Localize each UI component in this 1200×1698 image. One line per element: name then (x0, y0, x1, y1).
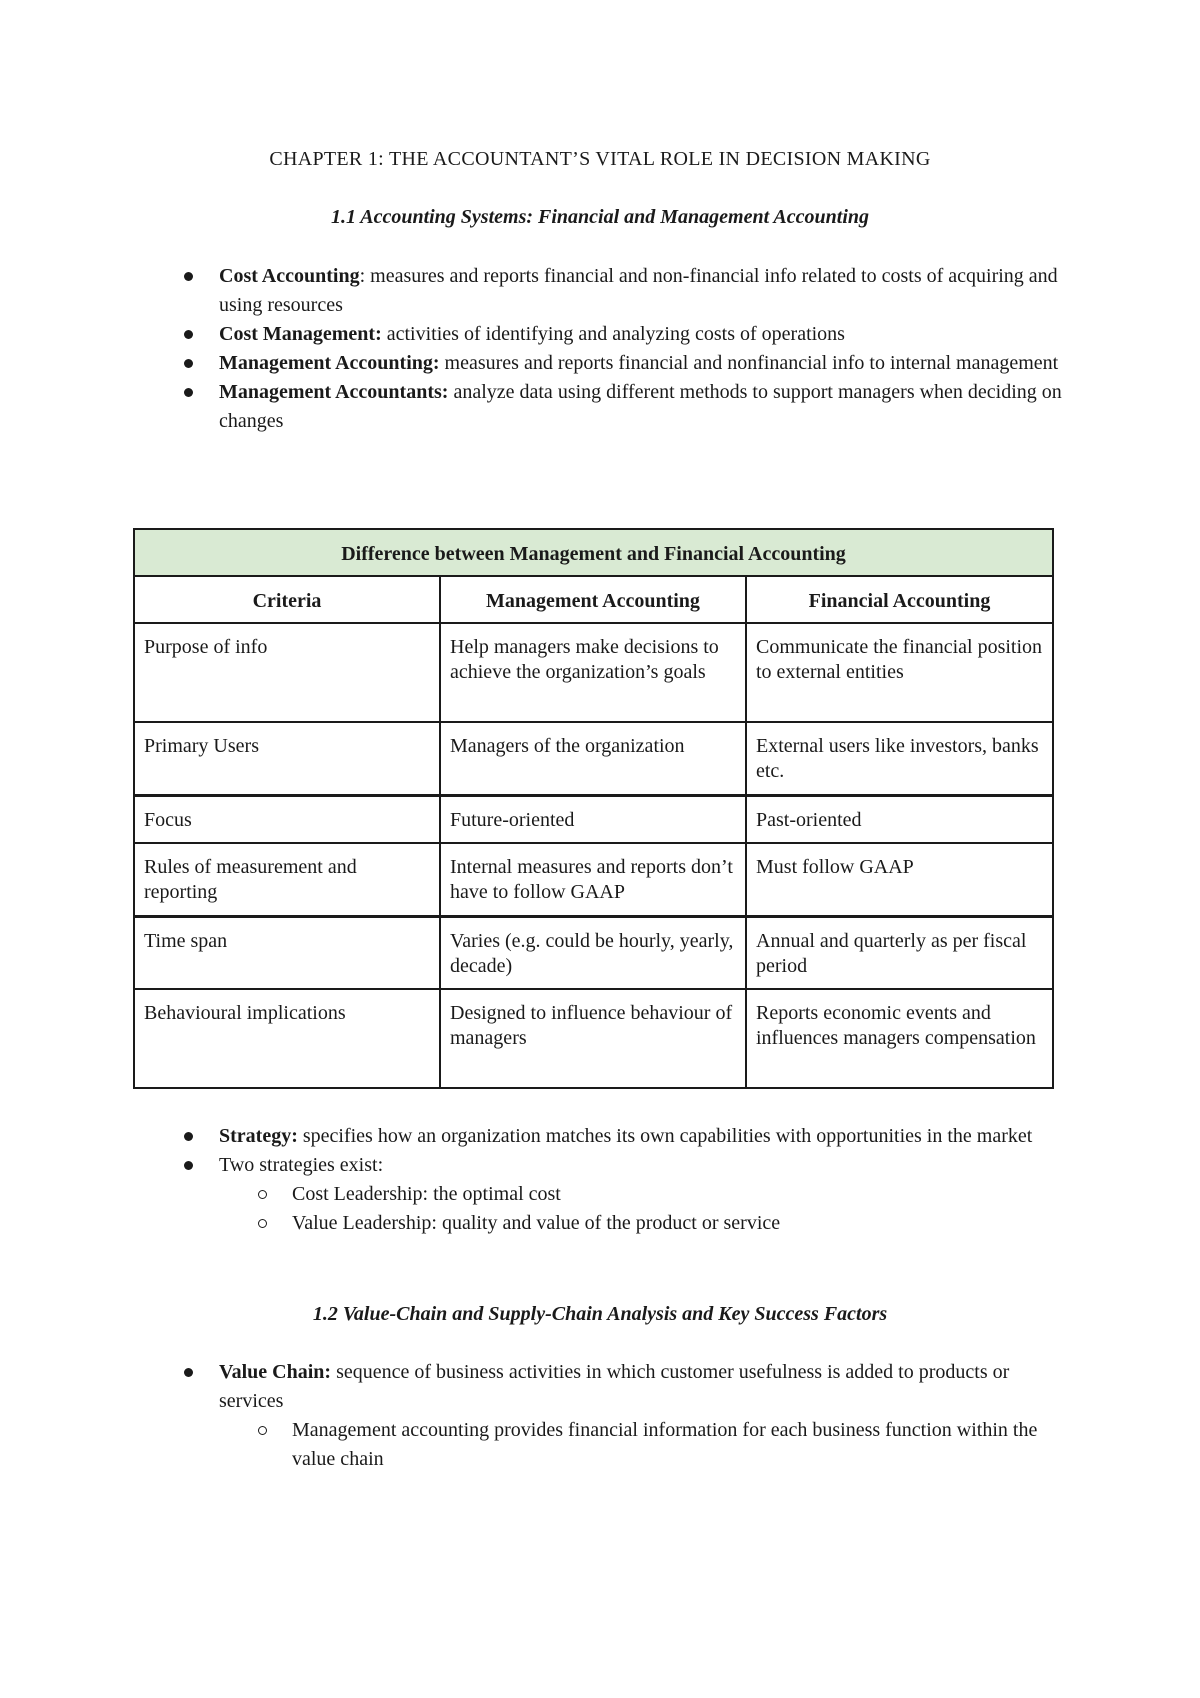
column-header: Management Accounting (440, 576, 746, 623)
table-cell: Varies (e.g. could be hourly, yearly, decade) (440, 916, 746, 989)
bullet-icon (184, 330, 193, 339)
table-cell: Annual and quarterly as per fiscal period (746, 916, 1053, 989)
list-item (0, 378, 1200, 436)
list-item (0, 320, 1200, 349)
table-cell: Internal measures and reports don’t have to follow GAAP (440, 843, 746, 916)
table-header-row (134, 576, 1053, 623)
section-2-bullet-list (0, 1358, 1200, 1474)
hollow-bullet-icon (258, 1190, 267, 1199)
table-title: Difference between Management and Financial Accounting (134, 529, 1053, 576)
table-cell: Primary Users (134, 722, 440, 795)
table-row (134, 795, 1053, 843)
table-row (134, 623, 1053, 722)
bullet-term: Cost Accounting (219, 265, 360, 287)
hollow-bullet-icon (258, 1426, 267, 1435)
bullet-icon (184, 272, 193, 281)
column-header: Financial Accounting (746, 576, 1053, 623)
table-cell: Past-oriented (746, 795, 1053, 843)
bullet-icon (184, 359, 193, 368)
table-row (134, 916, 1053, 989)
sub-list-item (0, 1180, 1200, 1209)
bullet-term: Value Chain: (219, 1361, 332, 1383)
bullet-term: Management Accounting: (219, 352, 440, 374)
table-cell: Focus (134, 795, 440, 843)
bullet-term: Management Accountants: (219, 381, 449, 403)
comparison-table (133, 528, 1054, 1089)
table-title-row (134, 529, 1053, 576)
strategy-bullet-list (0, 1122, 1200, 1238)
bullet-icon (184, 1161, 193, 1170)
bullet-text: specifies how an organization matches its own capabilities with opportunities in the market (297, 1125, 1033, 1147)
table-cell: Time span (134, 916, 440, 989)
table-row (134, 843, 1053, 916)
table-cell: Future-oriented (440, 795, 746, 843)
column-header: Criteria (134, 576, 440, 623)
bullet-icon (184, 1132, 193, 1141)
bullet-text: activities of identifying and analyzing costs of operations (381, 323, 845, 345)
chapter-title: CHAPTER 1: THE ACCOUNTANT’S VITAL ROLE IN DECISION MAKING (269, 148, 931, 170)
section-1-bullet-list (0, 262, 1200, 436)
bullet-text: analyze data using different methods to support managers when deciding on changes (219, 381, 1062, 432)
section-2-heading: 1.2 Value-Chain and Supply-Chain Analysis and Key Success Factors (312, 1303, 888, 1325)
bullet-term: Cost Management: (219, 323, 382, 345)
table-cell: Purpose of info (134, 623, 440, 722)
list-item (0, 1151, 1200, 1180)
table-cell: Rules of measurement and reporting (134, 843, 440, 916)
bullet-icon (184, 388, 193, 397)
bullet-text: Cost Leadership: the optimal cost (292, 1183, 561, 1205)
bullet-text: sequence of business activities in which customer usefulness is added to products or services (219, 1361, 1010, 1412)
section-1-heading: 1.1 Accounting Systems: Financial and Management Accounting (330, 206, 870, 228)
list-item (0, 1358, 1200, 1416)
bullet-term: Strategy: (219, 1125, 298, 1147)
hollow-bullet-icon (258, 1219, 267, 1228)
list-item (0, 349, 1200, 378)
bullet-text: : measures and reports financial and non-financial info related to costs of acquiring and using resources (219, 265, 1058, 316)
table-cell: Help managers make decisions to achieve the organization’s goals (440, 623, 746, 722)
table-cell: Designed to influence behaviour of managers (440, 989, 746, 1088)
list-item (0, 1122, 1200, 1151)
table-row (134, 722, 1053, 795)
bullet-text: measures and reports financial and nonfinancial info to internal management (439, 352, 1059, 374)
bullet-text: Two strategies exist: (219, 1154, 384, 1176)
table-cell: Behavioural implications (134, 989, 440, 1088)
table-cell: Communicate the financial position to external entities (746, 623, 1053, 722)
sub-list-item (0, 1209, 1200, 1238)
bullet-icon (184, 1368, 193, 1377)
table-cell: Managers of the organization (440, 722, 746, 795)
bullet-text: Value Leadership: quality and value of the product or service (292, 1212, 781, 1234)
sub-list-item (0, 1416, 1200, 1474)
list-item (0, 262, 1200, 320)
table-row (134, 989, 1053, 1088)
bullet-text: Management accounting provides financial information for each business function within the value chain (292, 1419, 1038, 1470)
table-cell: Reports economic events and influences managers compensation (746, 989, 1053, 1088)
table-cell: Must follow GAAP (746, 843, 1053, 916)
table-cell: External users like investors, banks etc. (746, 722, 1053, 795)
